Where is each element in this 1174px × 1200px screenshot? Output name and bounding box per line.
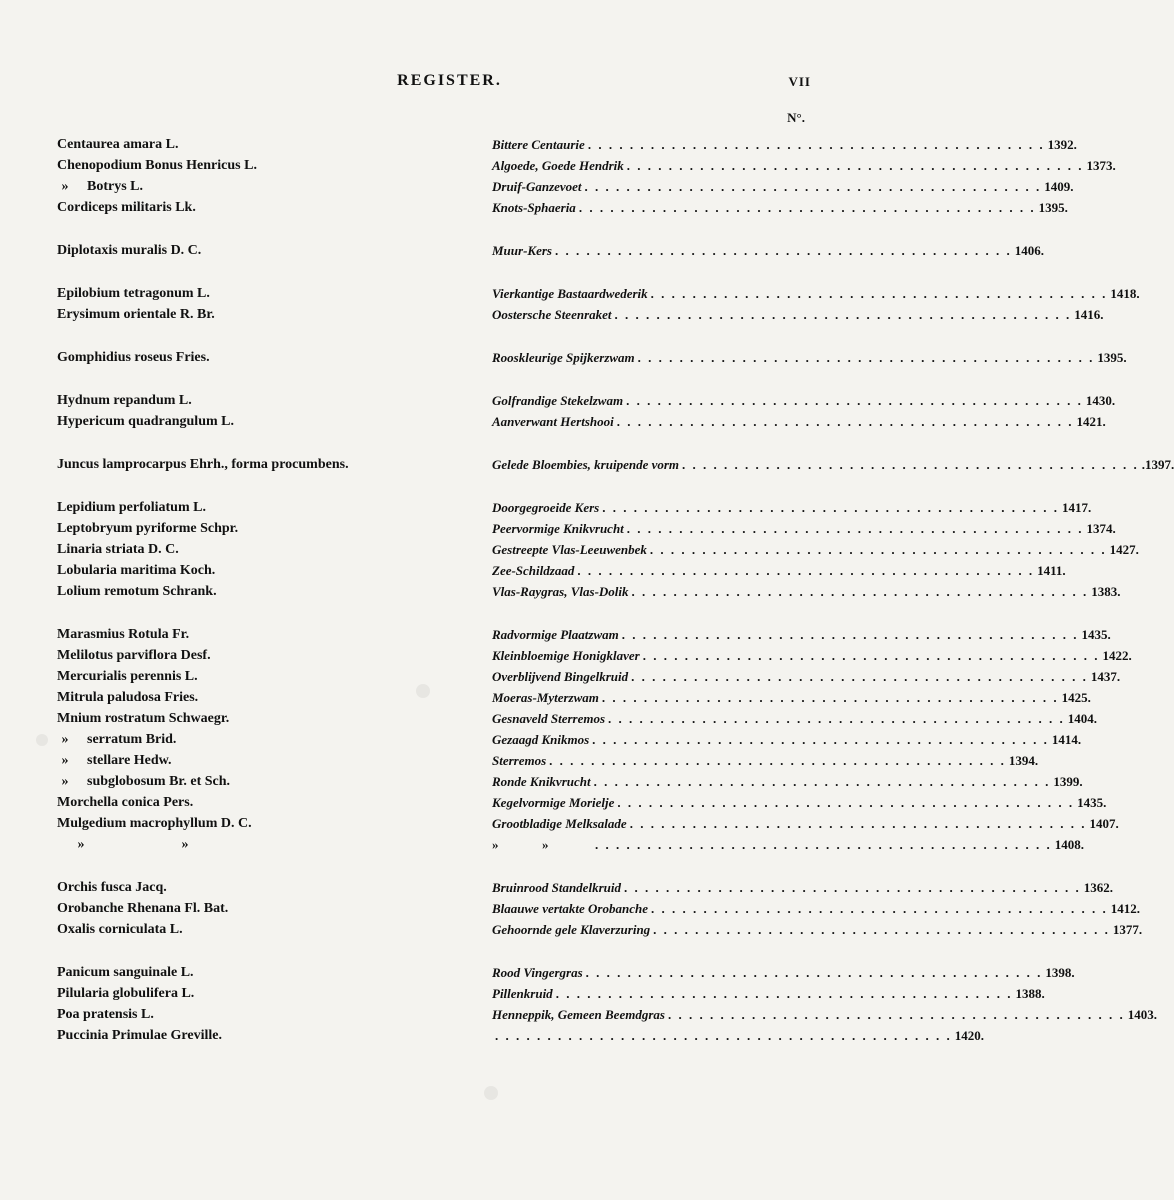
register-entry — [0, 624, 1111, 645]
leader-dots: . . . . . . . . . . . . . . . . . . . . . . . . . . . . . . . . . . . . . . . . . . . . — [585, 965, 1043, 980]
register-entry — [0, 792, 1107, 813]
leader-dots: . . . . . . . . . . . . . . . . . . . . . . . . . . . . . . . . . . . . . . . . . . . . — [549, 753, 1006, 768]
register-entry — [0, 771, 1083, 792]
dutch-entry — [492, 1025, 984, 1046]
dutch-name: Vierkantige Bastaardwederik — [492, 286, 648, 301]
register-entry — [0, 283, 1140, 304]
dutch-name: Gezaagd Knikmos — [492, 732, 590, 747]
dutch-name: Kleinbloemige Honigklaver — [492, 648, 640, 663]
latin-text: Orchis fusca Jacq. — [57, 880, 167, 895]
dutch-name: Kegelvormige Morielje — [492, 795, 615, 810]
dutch-entry — [492, 771, 1083, 792]
dutch-name: Pillenkruid — [492, 986, 553, 1001]
latin-text: Mulgedium macrophyllum D. C. — [57, 816, 252, 831]
dutch-name: Overblijvend Bingelkruid — [492, 669, 629, 684]
dutch-name: Golfrandige Stekelzwam — [492, 393, 624, 408]
latin-name — [57, 347, 210, 368]
dutch-name: Doorgegroeide Kers — [492, 500, 600, 515]
entry-number: 1435. — [1081, 627, 1111, 642]
leader-dots: . . . . . . . . . . . . . . . . . . . . . . . . . . . . . . . . . . . . . . . . . . . . — [617, 795, 1075, 810]
entry-number: 1407. — [1089, 816, 1119, 831]
leader-dots: . . . . . . . . . . . . . . . . . . . . . . . . . . . . . . . . . . . . . . . . . . . . — [626, 521, 1084, 536]
entry-number: 1412. — [1110, 901, 1140, 916]
group-spacer — [0, 602, 899, 624]
dutch-entry — [492, 834, 1084, 855]
register-entry — [0, 155, 1116, 176]
dutch-entry — [492, 197, 1068, 218]
register-entry — [0, 877, 1113, 898]
entry-number: 1416. — [1074, 307, 1104, 322]
ditto-mark: » — [61, 732, 69, 747]
entry-number: 1427. — [1109, 542, 1139, 557]
latin-name — [57, 898, 228, 919]
leader-dots: . . . . . . . . . . . . . . . . . . . . . . . . . . . . . . . . . . . . . . . . . . . . — [577, 563, 1035, 578]
entry-number: 1388. — [1015, 986, 1045, 1001]
dutch-entry — [492, 176, 1074, 197]
dutch-entry — [492, 666, 1121, 687]
latin-name — [57, 411, 234, 432]
page-title: REGISTER. — [397, 72, 502, 89]
latin-text: Juncus lamprocarpus Ehrh., forma procumbens. — [57, 457, 349, 472]
latin-text: Pilularia globulifera L. — [57, 986, 195, 1001]
register-entry — [0, 390, 1116, 411]
dutch-name: Druif-Ganzevoet — [492, 179, 582, 194]
dutch-entry — [492, 283, 1140, 304]
dutch-entry — [492, 750, 1039, 771]
leader-dots: . . . . . . . . . . . . . . . . . . . . . . . . . . . . . . . . . . . . . . . . . . . . — [667, 1007, 1125, 1022]
dutch-entry — [492, 687, 1091, 708]
latin-name — [57, 1025, 222, 1046]
latin-name — [57, 834, 209, 855]
register-entry — [0, 176, 1074, 197]
leader-dots: . . . . . . . . . . . . . . . . . . . . . . . . . . . . . . . . . . . . . . . . . . . . — [578, 200, 1036, 215]
page-number: VII — [788, 74, 811, 89]
latin-name — [57, 176, 143, 197]
leader-dots: . . . . . . . . . . . . . . . . . . . . . . . . . . . . . . . . . . . . . . . . . . . . — [584, 179, 1042, 194]
group-spacer — [0, 475, 899, 497]
latin-name — [57, 983, 194, 1004]
leader-dots: . . . . . . . . . . . . . . . . . . . . . . . . . . . . . . . . . . . . . . . . . . . . — [616, 414, 1074, 429]
dutch-name: Sterremos — [492, 753, 547, 768]
dutch-entry — [492, 813, 1119, 834]
register-entries — [0, 134, 1174, 1046]
register-entry — [0, 197, 1068, 218]
entry-number: 1422. — [1102, 648, 1132, 663]
latin-text: Gomphidius roseus Fries. — [57, 350, 210, 365]
latin-text: Hydnum repandum L. — [57, 393, 192, 408]
entry-number: 1414. — [1051, 732, 1082, 747]
entry-number: .1397. — [1141, 457, 1174, 472]
latin-text: Poa pratensis L. — [57, 1007, 154, 1022]
dutch-entry — [492, 134, 1077, 155]
latin-name — [57, 729, 176, 750]
entry-number: 1362. — [1083, 880, 1113, 895]
dutch-name: Vlas-Raygras, Vlas-Dolik — [492, 584, 629, 599]
entry-number: 1399. — [1053, 774, 1083, 789]
dutch-name: Gelede Bloembies, kruipende vorm — [492, 457, 680, 472]
entry-number: 1406. — [1014, 243, 1044, 258]
latin-name — [57, 240, 201, 261]
entry-number: 1408. — [1054, 837, 1084, 852]
dutch-name: Peervormige Knikvrucht — [492, 521, 624, 536]
register-entry — [0, 411, 1106, 432]
dutch-entry — [492, 411, 1106, 432]
ditto-mark: » — [61, 753, 69, 768]
register-entry — [0, 919, 1143, 940]
dutch-name: Gehoornde gele Klaverzuring — [492, 922, 651, 937]
latin-text: Linaria striata D. C. — [57, 542, 179, 557]
dutch-entry — [492, 983, 1045, 1004]
entry-number: 1425. — [1061, 690, 1091, 705]
latin-name — [57, 750, 172, 771]
leader-dots: . . . . . . . . . . . . . . . . . . . . . . . . . . . . . . . . . . . . . . . . . . . . — [651, 901, 1108, 916]
latin-text: subglobosum Br. et Sch. — [87, 774, 231, 789]
latin-text: Puccinia Primulae Greville. — [57, 1028, 222, 1043]
leader-dots: . . . . . . . . . . . . . . . . . . . . . . . . . . . . . . . . . . . . . . . . . . . . — [592, 732, 1049, 747]
dutch-entry — [492, 155, 1116, 176]
latin-name — [57, 454, 349, 475]
latin-name — [57, 518, 238, 539]
leader-dots: . . . . . . . . . . . . . . . . . . . . . . . . . . . . . . . . . . . . . . . . . . . . — [595, 837, 1052, 852]
latin-name — [57, 197, 196, 218]
dutch-entry — [492, 497, 1092, 518]
register-entry — [0, 962, 1075, 983]
latin-name — [57, 877, 167, 898]
dutch-name: Knots-Sphaeria — [492, 200, 576, 215]
dutch-entry — [492, 729, 1082, 750]
entry-number: 1435. — [1077, 795, 1107, 810]
register-entry — [0, 1004, 1157, 1025]
leader-dots: . . . . . . . . . . . . . . . . . . . . . . . . . . . . . . . . . . . . . . . . . . . . — [653, 922, 1110, 937]
paper-smudge — [484, 1086, 498, 1100]
register-entry — [0, 898, 1140, 919]
leader-dots: . . . . . . . . . . . . . . . . . . . . . . . . . . . . . . . . . . . . . . . . . . . . — [629, 816, 1087, 831]
dutch-entry — [492, 518, 1116, 539]
latin-text: Cordiceps militaris Lk. — [57, 200, 196, 215]
latin-text: Chenopodium Bonus Henricus L. — [57, 158, 257, 173]
dutch-name — [492, 834, 592, 855]
entry-number: 1383. — [1091, 584, 1121, 599]
dutch-entry — [492, 581, 1121, 602]
dutch-entry — [492, 898, 1140, 919]
latin-name — [57, 645, 211, 666]
dutch-entry — [492, 539, 1139, 560]
leader-dots: . . . . . . . . . . . . . . . . . . . . . . . . . . . . . . . . . . . . . . . . . . . . — [555, 986, 1013, 1001]
dutch-name: Gesnaveld Sterremos — [492, 711, 606, 726]
latin-name — [57, 813, 252, 834]
dutch-entry — [492, 708, 1098, 729]
dutch-entry — [492, 1004, 1157, 1025]
entry-number: 1395. — [1097, 350, 1127, 365]
dutch-name: Aanverwant Hertshooi — [492, 414, 614, 429]
latin-text: Diplotaxis muralis D. C. — [57, 243, 202, 258]
entry-number: 1373. — [1086, 158, 1116, 173]
latin-name — [57, 666, 198, 687]
leader-dots: . . . . . . . . . . . . . . . . . . . . . . . . . . . . . . . . . . . . . . . . . . . . — [637, 350, 1095, 365]
register-entry — [0, 666, 1121, 687]
register-entry — [0, 454, 1174, 475]
latin-name — [57, 304, 215, 325]
group-spacer — [0, 368, 899, 390]
leader-dots: . . . . . . . . . . . . . . . . . . . . . . . . . . . . . . . . . . . . . . . . . . . . — [602, 500, 1059, 515]
ditto-mark: » — [61, 774, 69, 789]
dutch-name: Blaauwe vertakte Orobanche — [492, 901, 648, 916]
latin-text: Mitrula paludosa Fries. — [57, 690, 199, 705]
dutch-entry — [492, 962, 1075, 983]
latin-text: Botrys L. — [87, 179, 143, 194]
register-entry — [0, 729, 1082, 750]
number-column-heading: N°. — [787, 110, 805, 125]
latin-name — [57, 134, 178, 155]
latin-name — [57, 560, 215, 581]
dutch-entry — [492, 919, 1143, 940]
group-spacer — [0, 325, 899, 347]
dutch-entry — [492, 454, 1174, 475]
latin-text: Oxalis corniculata L. — [57, 922, 183, 937]
entry-number: 1395. — [1038, 200, 1068, 215]
dutch-entry — [492, 240, 1044, 261]
leader-dots: . . . . . . . . . . . . . . . . . . . . . . . . . . . . . . . . . . . . . . . . . . . . — [631, 584, 1089, 599]
latin-text: Lolium remotum Schrank. — [57, 584, 217, 599]
leader-dots: . . . . . . . . . . . . . . . . . . . . . . . . . . . . . . . . . . . . . . . . . . . . — [554, 243, 1012, 258]
register-entry — [0, 240, 1044, 261]
entry-number: 1403. — [1127, 1007, 1157, 1022]
latin-text: Marasmius Rotula Fr. — [57, 627, 190, 642]
latin-text: serratum Brid. — [87, 732, 177, 747]
leader-dots: . . . . . . . . . . . . . . . . . . . . . . . . . . . . . . . . . . . . . . . . . . . . — [682, 457, 1139, 472]
dutch-entry — [492, 304, 1104, 325]
entry-number: 1418. — [1110, 286, 1140, 301]
latin-text: Lepidium perfoliatum L. — [57, 500, 206, 515]
group-spacer — [0, 218, 899, 240]
latin-text: Mercurialis perennis L. — [57, 669, 198, 684]
dutch-name: Muur-Kers — [492, 243, 552, 258]
register-entry — [0, 750, 1039, 771]
latin-name — [57, 497, 206, 518]
leader-dots: . . . . . . . . . . . . . . . . . . . . . . . . . . . . . . . . . . . . . . . . . . . . — [642, 648, 1100, 663]
leader-dots: . . . . . . . . . . . . . . . . . . . . . . . . . . . . . . . . . . . . . . . . . . . . — [495, 1028, 952, 1043]
leader-dots: . . . . . . . . . . . . . . . . . . . . . . . . . . . . . . . . . . . . . . . . . . . . — [614, 307, 1072, 322]
dutch-name: Zee-Schildzaad — [492, 563, 575, 578]
latin-name — [57, 708, 229, 729]
register-entry — [0, 347, 1127, 368]
leader-dots: . . . . . . . . . . . . . . . . . . . . . . . . . . . . . . . . . . . . . . . . . . . . — [593, 774, 1051, 789]
latin-text: Leptobryum pyriforme Schpr. — [57, 521, 239, 536]
dutch-entry — [492, 624, 1111, 645]
latin-text: Erysimum orientale R. Br. — [57, 307, 215, 322]
leader-dots: . . . . . . . . . . . . . . . . . . . . . . . . . . . . . . . . . . . . . . . . . . . . — [623, 880, 1081, 895]
group-spacer — [0, 432, 899, 454]
leader-dots: . . . . . . . . . . . . . . . . . . . . . . . . . . . . . . . . . . . . . . . . . . . . — [587, 137, 1045, 152]
latin-name — [57, 581, 217, 602]
latin-text: Panicum sanguinale L. — [57, 965, 194, 980]
register-entry — [0, 983, 1045, 1004]
dutch-entry — [492, 792, 1107, 813]
register-entry — [0, 708, 1098, 729]
register-entry — [0, 581, 1121, 602]
dutch-name: Moeras-Myterzwam — [492, 690, 599, 705]
entry-number: 1409. — [1044, 179, 1074, 194]
leader-dots: . . . . . . . . . . . . . . . . . . . . . . . . . . . . . . . . . . . . . . . . . . . . — [621, 627, 1079, 642]
leader-dots: . . . . . . . . . . . . . . . . . . . . . . . . . . . . . . . . . . . . . . . . . . . . — [626, 393, 1083, 408]
entry-number: 1411. — [1037, 563, 1066, 578]
leader-dots: . . . . . . . . . . . . . . . . . . . . . . . . . . . . . . . . . . . . . . . . . . . . — [608, 711, 1065, 726]
latin-name — [57, 792, 193, 813]
leader-dots: . . . . . . . . . . . . . . . . . . . . . . . . . . . . . . . . . . . . . . . . . . . . — [649, 542, 1107, 557]
latin-name — [57, 962, 194, 983]
latin-name — [57, 1004, 154, 1025]
group-spacer — [0, 940, 899, 962]
entry-number: 1420. — [954, 1028, 984, 1043]
dutch-name: Bruinrood Standelkruid — [492, 880, 621, 895]
dutch-name: Grootbladige Melksalade — [492, 816, 627, 831]
register-entry — [0, 560, 1066, 581]
leader-dots: . . . . . . . . . . . . . . . . . . . . . . . . . . . . . . . . . . . . . . . . . . . . — [631, 669, 1088, 684]
latin-name — [57, 283, 210, 304]
dutch-entry — [492, 645, 1132, 666]
dutch-name: Henneppik, Gemeen Beemdgras — [492, 1007, 665, 1022]
ditto-mark: » — [181, 837, 189, 852]
latin-text: stellare Hedw. — [87, 753, 172, 768]
dutch-name: Rood Vingergras — [492, 965, 583, 980]
latin-text: Epilobium tetragonum L. — [57, 286, 210, 301]
entry-number: 1430. — [1085, 393, 1116, 408]
entry-number: 1394. — [1008, 753, 1039, 768]
latin-name — [57, 919, 183, 940]
latin-name — [57, 390, 192, 411]
latin-name — [57, 624, 189, 645]
latin-text: Lobularia maritima Koch. — [57, 563, 216, 578]
dutch-entry — [492, 877, 1113, 898]
ditto-mark: » — [77, 837, 85, 852]
dutch-name: Algoede, Goede Hendrik — [492, 158, 624, 173]
latin-name — [57, 155, 257, 176]
ditto-mark: » — [61, 179, 69, 194]
latin-name — [57, 539, 179, 560]
group-spacer — [0, 855, 899, 877]
group-spacer — [0, 261, 899, 283]
ditto-mark: » — [492, 837, 499, 852]
latin-text: Mnium rostratum Schwaegr. — [57, 711, 230, 726]
latin-text: Orobanche Rhenana Fl. Bat. — [57, 901, 229, 916]
register-entry — [0, 134, 1077, 155]
dutch-entry — [492, 390, 1116, 411]
ditto-mark: » — [542, 837, 549, 852]
dutch-name: Ronde Knikvrucht — [492, 774, 591, 789]
latin-text: Centaurea amara L. — [57, 137, 179, 152]
latin-name — [57, 771, 230, 792]
entry-number: 1404. — [1067, 711, 1098, 726]
dutch-name: Radvormige Plaatzwam — [492, 627, 619, 642]
latin-text: Hypericum quadrangulum L. — [57, 414, 234, 429]
register-entry — [0, 687, 1091, 708]
register-entry — [0, 834, 1084, 855]
dutch-name: Oostersche Steenraket — [492, 307, 612, 322]
register-entry — [0, 497, 1092, 518]
register-entry — [0, 813, 1119, 834]
entry-number: 1437. — [1090, 669, 1121, 684]
latin-text: Melilotus parviflora Desf. — [57, 648, 211, 663]
dutch-entry — [492, 560, 1066, 581]
leader-dots: . . . . . . . . . . . . . . . . . . . . . . . . . . . . . . . . . . . . . . . . . . . . — [601, 690, 1059, 705]
register-entry — [0, 539, 1139, 560]
register-entry — [0, 304, 1104, 325]
register-entry — [0, 1025, 984, 1046]
register-entry — [0, 518, 1116, 539]
entry-number: 1417. — [1062, 500, 1092, 515]
dutch-entry — [492, 347, 1127, 368]
entry-number: 1377. — [1112, 922, 1143, 937]
entry-number: 1398. — [1045, 965, 1075, 980]
leader-dots: . . . . . . . . . . . . . . . . . . . . . . . . . . . . . . . . . . . . . . . . . . . . — [626, 158, 1084, 173]
leader-dots: . . . . . . . . . . . . . . . . . . . . . . . . . . . . . . . . . . . . . . . . . . . . — [650, 286, 1108, 301]
dutch-name: Gestreepte Vlas-Leeuwenbek — [492, 542, 647, 557]
latin-name — [57, 687, 198, 708]
dutch-name: Rooskleurige Spijkerzwam — [492, 350, 635, 365]
latin-text: Morchella conica Pers. — [57, 795, 194, 810]
entry-number: 1392. — [1047, 137, 1077, 152]
dutch-name: Bittere Centaurie — [492, 137, 585, 152]
register-entry — [0, 645, 1132, 666]
entry-number: 1421. — [1076, 414, 1106, 429]
entry-number: 1374. — [1086, 521, 1116, 536]
